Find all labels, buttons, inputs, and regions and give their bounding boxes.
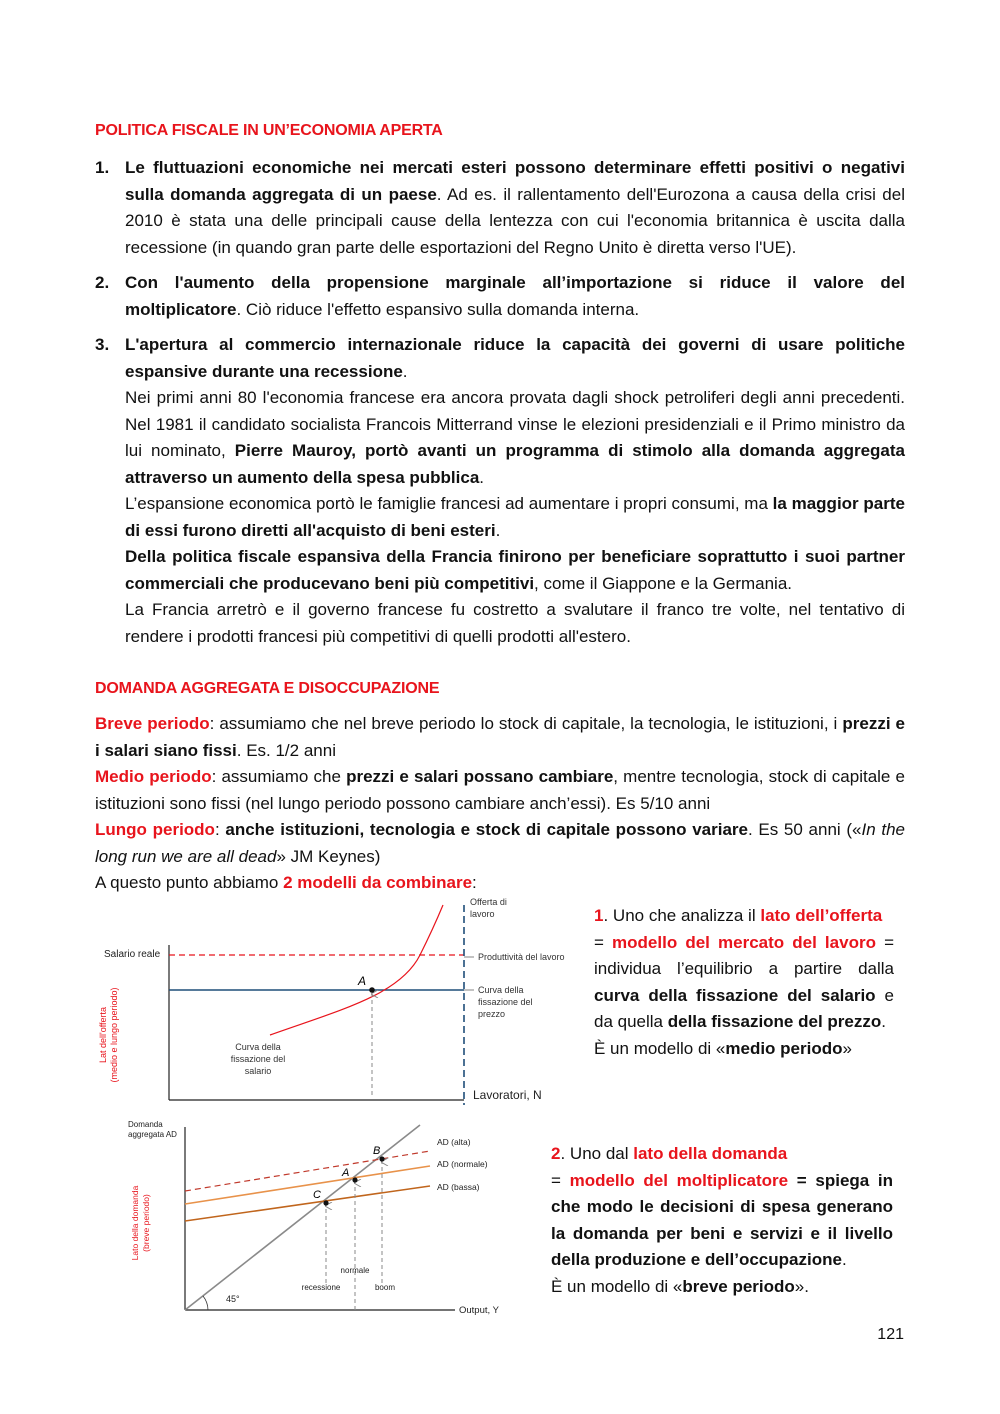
list-item bbox=[95, 270, 905, 323]
combine-paragraph bbox=[95, 870, 905, 897]
labour-market-diagram bbox=[90, 895, 590, 1110]
paragraph-text: » bbox=[842, 1038, 852, 1058]
section-title-fiscal-policy: POLITICA FISCALE IN UN’ECONOMIA APERTA bbox=[95, 122, 443, 139]
breve-periodo-label: Breve periodo bbox=[95, 714, 210, 733]
item-bold-text: Le fluttuazioni economiche nei mercati esteri possono determinare effetti positivi o negativi sulla domanda aggregata di un paese bbox=[125, 158, 905, 204]
paragraph-highlight: lato dell’offerta bbox=[760, 906, 883, 925]
paragraph-text: ». bbox=[794, 1276, 809, 1296]
ad-bassa-label: AD (bassa) bbox=[437, 1182, 480, 1192]
chart1-side-label-2: (medio e lungo periodo) bbox=[109, 987, 119, 1083]
point-a-label: A bbox=[358, 974, 367, 988]
chart2-y-label-1: Domanda bbox=[128, 1120, 163, 1129]
paragraph-text: . Uno dal bbox=[560, 1144, 634, 1163]
normale-label: normale bbox=[340, 1266, 370, 1275]
paragraph-bold: prezzi e salari possano cambiare bbox=[346, 767, 614, 786]
ad-normale-label: AD (normale) bbox=[437, 1159, 488, 1169]
ad-alta-label: AD (alta) bbox=[437, 1137, 471, 1147]
item-bold-text: L'apertura al commercio internazionale riduce la capacità dei governi di usare politiche espansive durante una recessione bbox=[125, 335, 905, 381]
chart2-x-axis-label: Output, Y bbox=[459, 1305, 499, 1316]
section-title-aggregate-demand: DOMANDA AGGREGATA E DISOCCUPAZIONE bbox=[95, 680, 440, 697]
fiscal-policy-list bbox=[95, 155, 905, 659]
produttivita-label: Produttività del lavoro bbox=[478, 952, 565, 962]
paragraph-highlight: lato della domanda bbox=[633, 1144, 788, 1163]
paragraph-text: , come il Giappone e la Germania. bbox=[534, 573, 793, 593]
paragraph-text: Nei primi anni 80 l'economia francese era ancora provata dagli shock petroliferi degli anni precedenti. Nel 1981 il candidato socialista Francois Mitterrand vinse le elezioni presidenziali e il Primo ministro da lui nominato, bbox=[125, 388, 905, 460]
ad-bassa-line bbox=[185, 1186, 430, 1221]
model1-description bbox=[594, 903, 894, 1062]
page-number: 121 bbox=[877, 1326, 904, 1343]
point-c bbox=[323, 1200, 328, 1205]
prezzo-label-2: fissazione del bbox=[478, 997, 533, 1007]
paragraph-text: : assumiamo che nel breve periodo lo stock di capitale, la tecnologia, le istituzioni, i bbox=[209, 714, 843, 733]
model2-number: 2 bbox=[551, 1144, 561, 1163]
boom-label: boom bbox=[374, 1283, 396, 1292]
chart1-y-axis-label: Salario reale bbox=[104, 949, 161, 960]
paragraph-bold: la maggior parte di essi furono diretti all'acquisto di beni esteri bbox=[125, 494, 905, 540]
paragraph-text: . Es. 1/2 anni bbox=[236, 740, 336, 760]
paragraph-text: . Es 50 anni (« bbox=[747, 820, 862, 839]
medio-periodo-label: Medio periodo bbox=[95, 767, 212, 786]
chart2-side-label-1: Lato della domanda bbox=[130, 1185, 140, 1261]
item-text: . bbox=[402, 361, 408, 381]
periods-block bbox=[95, 711, 905, 897]
multiplier-diagram bbox=[120, 1115, 520, 1320]
medio-periodo-paragraph bbox=[95, 764, 905, 817]
ad-normale-line bbox=[185, 1166, 430, 1204]
list-number: 3. bbox=[95, 335, 110, 354]
point-b bbox=[379, 1156, 384, 1161]
angle-arc bbox=[203, 1296, 208, 1310]
list-number: 2. bbox=[95, 273, 110, 292]
paragraph-bold: breve periodo bbox=[682, 1276, 795, 1296]
salario-label-2: fissazione del bbox=[230, 1054, 286, 1064]
paragraph-text: = bbox=[551, 1170, 570, 1190]
offerta-label-1: Offerta di bbox=[470, 897, 507, 907]
wage-setting-curve bbox=[270, 905, 443, 1035]
paragraph-bold: Pierre Mauroy, portò avanti un programma di stimolo alla domanda aggregata attraverso un aumento della spesa pubblica bbox=[125, 441, 905, 487]
breve-periodo-paragraph bbox=[95, 711, 905, 764]
paragraph-text: : bbox=[214, 820, 226, 839]
paragraph-bold: della fissazione del prezzo bbox=[667, 1012, 882, 1031]
paragraph-bold: curva della fissazione del salario bbox=[594, 985, 876, 1005]
point-a bbox=[352, 1177, 357, 1182]
paragraph-bold: Della politica fiscale espansiva della Francia finirono per beneficiare soprattutto i suoi partner commerciali che producevano beni più competitivi bbox=[125, 547, 905, 593]
prezzo-label-3: prezzo bbox=[478, 1009, 506, 1019]
angle-label: 45° bbox=[226, 1294, 240, 1304]
paragraph-text: , mentre tecnologia, stock di capitale e istituzioni sono fissi (nel lungo periodo possono cambiare anch’essi). Es 5/10 anni bbox=[95, 767, 905, 813]
paragraph-highlight: modello del mercato del lavoro bbox=[612, 932, 876, 952]
equilibrium-point-a bbox=[369, 987, 375, 993]
offerta-label-2: lavoro bbox=[470, 909, 495, 919]
model2-description bbox=[551, 1141, 893, 1300]
recessione-label: recessione bbox=[301, 1283, 341, 1292]
lungo-periodo-label: Lungo periodo bbox=[95, 820, 215, 839]
paragraph-bold: = spiega in che modo le decisioni di spesa generano la domanda per beni e servizi e il livello della produzione e dell’occupazione bbox=[551, 1170, 894, 1269]
chart2-side-label-2: (breve periodo) bbox=[141, 1194, 151, 1252]
paragraph-highlight: modello del moltiplicatore bbox=[569, 1170, 789, 1190]
model1-number: 1 bbox=[594, 906, 604, 925]
paragraph-text: La Francia arretrò e il governo francese fu costretto a svalutare il franco tre volte, nel tentativo di rendere i prodotti francesi più competitivi di quelli prodotti all'estero. bbox=[125, 600, 905, 646]
paragraph-text: : assumiamo che bbox=[211, 767, 347, 786]
point-b-label: B bbox=[373, 1145, 381, 1157]
salario-label-3: salario bbox=[244, 1066, 272, 1076]
paragraph-bold: medio periodo bbox=[725, 1038, 843, 1058]
paragraph-text: . bbox=[495, 520, 501, 540]
list-number: 1. bbox=[95, 158, 110, 177]
combine-highlight: 2 modelli da combinare bbox=[283, 873, 473, 892]
list-item bbox=[95, 332, 905, 650]
paragraph-text: = individua l’equilibrio a partire dalla bbox=[594, 932, 894, 978]
prezzo-label-1: Curva della bbox=[478, 985, 524, 995]
paragraph-text: . bbox=[479, 467, 485, 487]
paragraph-text: L’espansione economica portò le famiglie francesi ad aumentare i propri consumi, ma bbox=[125, 494, 773, 513]
point-c-label: C bbox=[313, 1189, 321, 1201]
paragraph-text: A questo punto abbiamo bbox=[95, 873, 284, 892]
paragraph-bold: anche istituzioni, tecnologia e stock di capitale possono variare bbox=[225, 820, 748, 839]
paragraph-text: È un modello di « bbox=[551, 1276, 683, 1296]
salario-label-1: Curva della bbox=[235, 1042, 281, 1052]
point-a-label: A bbox=[342, 1167, 350, 1179]
list-item bbox=[95, 155, 905, 261]
paragraph-text: . bbox=[841, 1250, 847, 1269]
item-bold-text: Con l'aumento della propensione marginale all’importazione si riduce il valore del moltiplicatore bbox=[125, 273, 905, 319]
item-text: . Ciò riduce l'effetto espansivo sulla domanda interna. bbox=[236, 299, 640, 319]
paragraph-text: » JM Keynes) bbox=[276, 846, 381, 866]
paragraph-text: e da quella bbox=[594, 985, 894, 1031]
chart1-side-label-1: Lat dell'offerta bbox=[98, 1006, 108, 1064]
paragraph-text: È un modello di « bbox=[594, 1038, 726, 1058]
paragraph-text: . Uno che analizza il bbox=[603, 906, 761, 925]
paragraph-text: : bbox=[472, 873, 477, 892]
chart1-x-axis-label: Lavoratori, N bbox=[473, 1088, 542, 1102]
paragraph-bold: prezzi e i salari siano fissi bbox=[95, 714, 906, 760]
lungo-periodo-paragraph bbox=[95, 817, 905, 870]
item-text: . Ad es. il rallentamento dell'Eurozona a causa della crisi del 2010 è stata una delle principali cause della lentezza con cui l'economia britannica è uscita dalla recessione (in quando gran parte delle esportazioni del Regno Unito è diretta verso l'UE). bbox=[125, 184, 905, 257]
chart2-y-label-2: aggregata AD bbox=[128, 1130, 177, 1139]
paragraph-text: . bbox=[881, 1012, 886, 1031]
keynes-quote: In the long run we are all dead bbox=[95, 820, 905, 866]
paragraph-text: = bbox=[594, 932, 613, 952]
